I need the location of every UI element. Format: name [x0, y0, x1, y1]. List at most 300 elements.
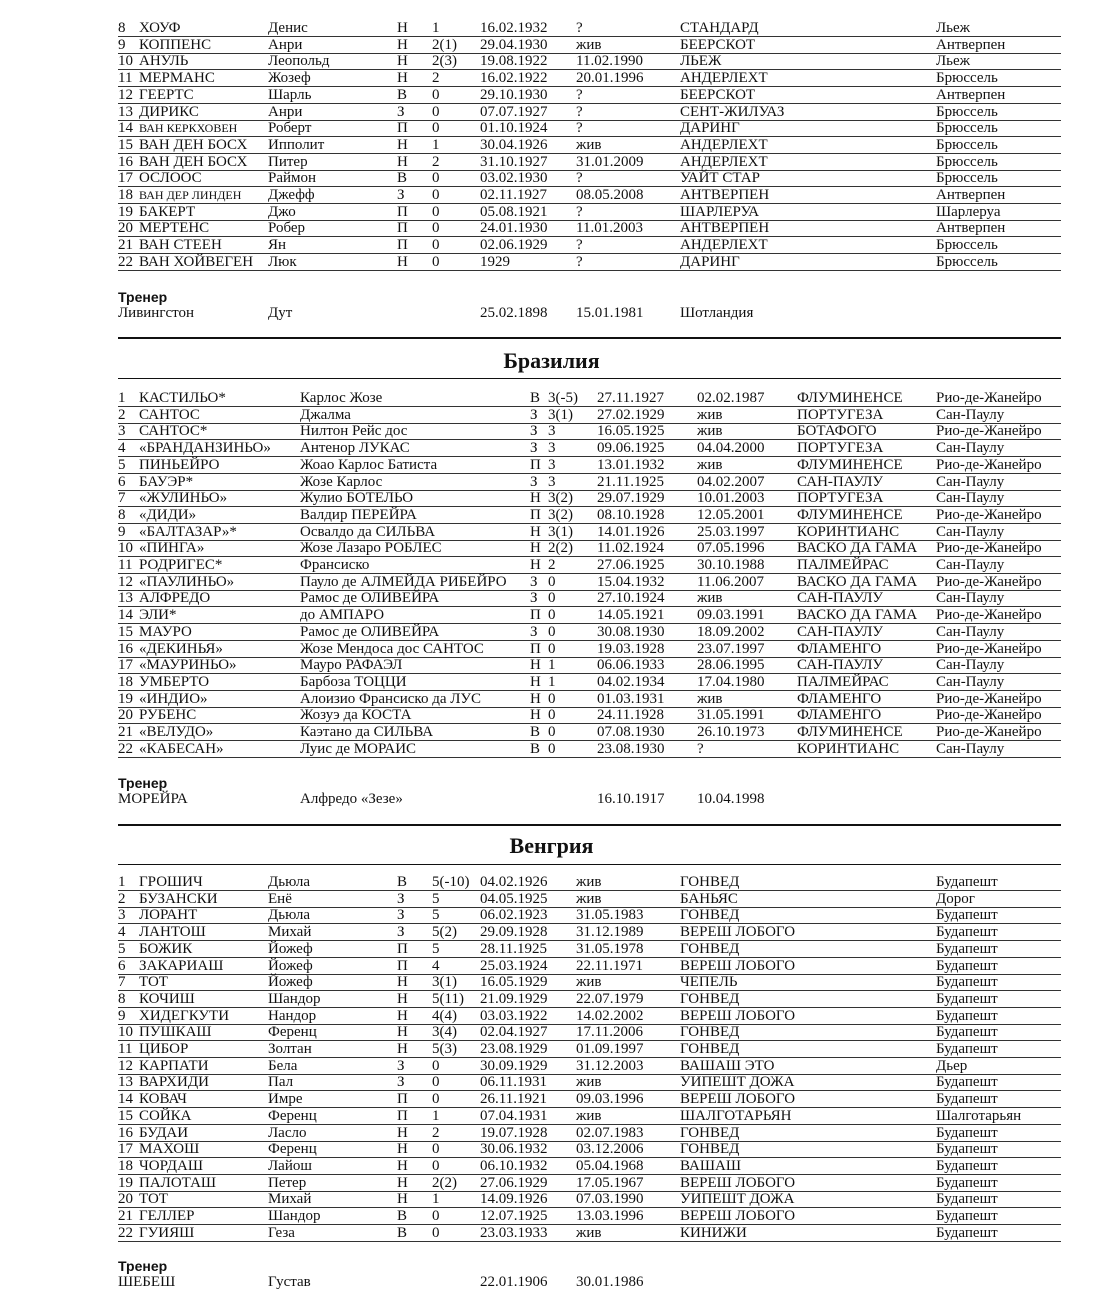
table-row: [0, 1141, 1103, 1158]
cell-born: 13.01.1932: [597, 456, 665, 473]
cell-number: 15: [118, 623, 133, 640]
cell-firstname: Жулио БОТЕЛЬО: [300, 490, 414, 507]
cell-firstname: Жозеф: [268, 70, 311, 87]
cell-surname: РОДРИГЕС*: [139, 557, 223, 573]
cell-number: 3: [118, 423, 126, 440]
cell-games: 0: [432, 253, 440, 270]
cell-born: 27.06.1925: [597, 557, 665, 573]
cell-city: Будапешт: [936, 1007, 998, 1024]
cell-city: Сан-Паулу: [936, 557, 1005, 573]
cell-games: 0: [432, 1224, 440, 1241]
cell-club: АНТВЕРПЕН: [680, 187, 770, 203]
cell-position: Н: [397, 36, 408, 53]
cell-died: 22.11.1971: [576, 957, 643, 974]
table-row: [0, 120, 1103, 137]
cell-number: 17: [118, 170, 133, 187]
cell-games: 2(2): [432, 1174, 457, 1191]
cell-city: Дорог: [936, 890, 975, 907]
table-row: [0, 1125, 1103, 1142]
cell-firstname: Шандор: [268, 1208, 321, 1224]
cell-city: Будапешт: [936, 1074, 998, 1091]
cell-surname: ПИНЬЕЙРО: [139, 456, 220, 473]
cell-born: 04.05.1925: [480, 890, 548, 907]
cell-died: 20.01.1996: [576, 70, 644, 87]
cell-position: В: [397, 86, 408, 103]
cell-born: 16.02.1932: [480, 20, 548, 36]
cell-surname: «ДИДИ»: [139, 506, 197, 523]
cell-club: ШАРЛЕРУА: [680, 203, 760, 220]
cell-position: В: [530, 724, 541, 740]
cell-position: Н: [530, 540, 541, 557]
cell-firstname: Йожеф: [268, 940, 313, 957]
cell-died: 11.01.2003: [576, 220, 643, 237]
cell-born: 29.04.1930: [480, 36, 548, 53]
cell-position: Н: [530, 673, 541, 690]
cell-number: 9: [118, 36, 126, 53]
cell-firstname: Жозе Мендоса дос САНТОС: [300, 640, 484, 657]
cell-games: 0: [548, 640, 556, 657]
cell-surname: ВАН СТЕЕН: [139, 237, 222, 254]
cell-firstname: Питер: [268, 153, 308, 170]
cell-games: 0: [432, 86, 440, 103]
cell-born: 06.06.1933: [597, 657, 665, 674]
cell-club: ФЛАМЕНГО: [797, 690, 882, 707]
cell-died: 31.01.2009: [576, 153, 644, 170]
cell-number: 18: [118, 673, 133, 690]
cell-position: З: [397, 924, 405, 941]
cell-number: 11: [118, 557, 133, 573]
cell-firstname: Имре: [268, 1091, 303, 1108]
cell-club: КИНИЖИ: [680, 1224, 747, 1241]
cell-died: 26.10.1973: [697, 724, 765, 740]
cell-number: 4: [118, 924, 126, 941]
cell-firstname: Жоао Карлос Батиста: [300, 456, 438, 473]
cell-born: 23.08.1930: [597, 740, 665, 757]
cell-died: жив: [576, 1107, 602, 1124]
cell-died: 11.02.1990: [576, 53, 643, 70]
coach-firstname: Алфредо «Зезе»: [300, 791, 403, 807]
cell-city: Рио-де-Жанейро: [936, 640, 1042, 657]
cell-number: 17: [118, 657, 133, 674]
cell-number: 22: [118, 740, 133, 757]
cell-games: 0: [432, 1208, 440, 1224]
table-row: [0, 154, 1103, 171]
cell-position: В: [530, 740, 541, 757]
table-row: [0, 524, 1103, 541]
cell-number: 2: [118, 406, 126, 423]
cell-city: Сан-Паулу: [936, 657, 1005, 674]
cell-position: П: [397, 1107, 408, 1124]
table-row: [0, 1008, 1103, 1025]
cell-born: 14.01.1926: [597, 523, 665, 540]
cell-club: ВЕРЕШ ЛОБОГО: [680, 957, 796, 974]
hungary-coach-label: Тренер: [118, 1258, 168, 1274]
cell-firstname: Жозе Карлос: [300, 473, 383, 490]
cell-city: Рио-де-Жанейро: [936, 573, 1042, 590]
cell-club: СЕНТ-ЖИЛУАЗ: [680, 103, 785, 120]
cell-games: 3(2): [548, 490, 573, 507]
cell-died: ?: [576, 120, 583, 137]
cell-club: ВЕРЕШ ЛОБОГО: [680, 1208, 796, 1224]
cell-born: 29.09.1928: [480, 924, 548, 941]
cell-surname: «ЖУЛИНЬО»: [139, 490, 228, 507]
cell-surname: ГЕЕРТС: [139, 86, 194, 103]
cell-games: 3: [548, 456, 556, 473]
cell-city: Антверпен: [936, 86, 1006, 103]
cell-games: 2(3): [432, 53, 457, 70]
belgium-coach-row: [0, 305, 1103, 323]
table-row: [0, 874, 1103, 891]
cell-number: 9: [118, 1007, 126, 1024]
cell-club: ВАСКО ДА ГАМА: [797, 607, 918, 624]
cell-club: ФЛУМИНЕНСЕ: [797, 390, 903, 406]
cell-firstname: Антенор ЛУКАС: [300, 440, 410, 457]
cell-number: 16: [118, 153, 133, 170]
cell-games: 3(1): [432, 974, 457, 991]
cell-city: Будапешт: [936, 1174, 998, 1191]
table-row: [0, 1225, 1103, 1242]
cell-surname: «ПИНГА»: [139, 540, 205, 557]
cell-games: 5: [432, 907, 440, 924]
cell-surname: ЧОРДАШ: [139, 1157, 203, 1174]
cell-born: 15.04.1932: [597, 573, 665, 590]
cell-died: 07.03.1990: [576, 1191, 644, 1208]
cell-born: 19.08.1922: [480, 53, 548, 70]
cell-club: ГОНВЕД: [680, 990, 740, 1007]
cell-city: Рио-де-Жанейро: [936, 707, 1042, 724]
cell-position: З: [397, 907, 405, 924]
cell-position: З: [397, 1074, 405, 1091]
cell-born: 03.03.1922: [480, 1007, 548, 1024]
cell-games: 4(4): [432, 1007, 457, 1024]
cell-club: ГОНВЕД: [680, 940, 740, 957]
cell-city: Рио-де-Жанейро: [936, 724, 1042, 740]
cell-died: 31.12.1989: [576, 924, 644, 941]
cell-born: 01.10.1924: [480, 120, 548, 137]
cell-position: Н: [530, 657, 541, 674]
cell-position: Н: [397, 1191, 408, 1208]
cell-club: УИПЕШТ ДОЖА: [680, 1074, 795, 1091]
cell-firstname: Джо: [268, 203, 296, 220]
coach-country: Шотландия: [680, 305, 754, 321]
cell-number: 19: [118, 203, 133, 220]
cell-position: П: [397, 237, 408, 254]
cell-position: Н: [530, 490, 541, 507]
cell-surname: ТОТ: [139, 974, 168, 991]
cell-games: 0: [432, 203, 440, 220]
cell-number: 13: [118, 590, 133, 607]
cell-died: 23.07.1997: [697, 640, 765, 657]
cell-born: 1929: [480, 253, 510, 270]
section-separator: [118, 824, 1061, 826]
cell-number: 9: [118, 523, 126, 540]
cell-firstname: Анри: [268, 36, 303, 53]
cell-died: 31.05.1983: [576, 907, 644, 924]
cell-surname: «ВЕЛУДО»: [139, 724, 214, 740]
cell-city: Будапешт: [936, 1208, 998, 1224]
table-row: [0, 1058, 1103, 1075]
cell-position: Н: [397, 253, 408, 270]
cell-position: Н: [397, 153, 408, 170]
cell-city: Брюссель: [936, 103, 998, 120]
cell-surname: «КАБЕСАН»: [139, 740, 224, 757]
cell-died: 25.03.1997: [697, 523, 765, 540]
cell-firstname: Нандор: [268, 1007, 317, 1024]
cell-city: Брюссель: [936, 253, 998, 270]
cell-born: 24.01.1930: [480, 220, 548, 237]
cell-firstname: Ласло: [268, 1124, 307, 1141]
cell-died: ?: [576, 253, 583, 270]
cell-firstname: Леопольд: [268, 53, 330, 70]
cell-games: 2: [432, 70, 440, 87]
cell-surname: ХИДЕГКУТИ: [139, 1007, 230, 1024]
cell-firstname: Петер: [268, 1174, 307, 1191]
cell-surname: МАХОШ: [139, 1141, 200, 1158]
cell-games: 0: [548, 690, 556, 707]
cell-city: Рио-де-Жанейро: [936, 456, 1042, 473]
cell-firstname: Жозуэ да КОСТА: [300, 707, 412, 724]
table-row: [0, 457, 1103, 474]
cell-games: 3(1): [548, 406, 573, 423]
cell-firstname: Ференц: [268, 1107, 317, 1124]
cell-club: ЧЕПЕЛЬ: [680, 974, 738, 991]
cell-born: 02.04.1927: [480, 1024, 548, 1041]
cell-number: 17: [118, 1141, 133, 1158]
table-row: [0, 170, 1103, 187]
cell-surname: УМБЕРТО: [139, 673, 210, 690]
cell-firstname: Йожеф: [268, 974, 313, 991]
cell-city: Будапешт: [936, 990, 998, 1007]
cell-born: 27.06.1929: [480, 1174, 548, 1191]
cell-position: П: [397, 203, 408, 220]
cell-number: 18: [118, 187, 133, 203]
cell-city: Брюссель: [936, 170, 998, 187]
cell-club: ГОНВЕД: [680, 1024, 740, 1041]
cell-position: Н: [397, 974, 408, 991]
cell-died: 04.04.2000: [697, 440, 765, 457]
cell-born: 05.08.1921: [480, 203, 548, 220]
table-row: [0, 540, 1103, 557]
cell-club: ФЛАМЕНГО: [797, 707, 882, 724]
cell-games: 5(-10): [432, 874, 470, 890]
cell-city: Рио-де-Жанейро: [936, 540, 1042, 557]
cell-surname: ПАЛОТАШ: [139, 1174, 217, 1191]
cell-club: БЕЕРСКОТ: [680, 86, 756, 103]
cell-club: ДАРИНГ: [680, 120, 740, 137]
table-row: [0, 37, 1103, 54]
cell-games: 1: [548, 673, 556, 690]
cell-died: ?: [576, 203, 583, 220]
cell-club: ПОРТУГЕЗА: [797, 440, 884, 457]
coach-born: 22.01.1906: [480, 1274, 548, 1290]
cell-city: Антверпен: [936, 220, 1006, 237]
cell-died: ?: [576, 20, 583, 36]
cell-number: 5: [118, 456, 126, 473]
table-row: [0, 53, 1103, 70]
cell-games: 0: [432, 1074, 440, 1091]
cell-position: Н: [397, 20, 408, 36]
cell-born: 30.08.1930: [597, 623, 665, 640]
cell-surname: СОЙКА: [139, 1107, 192, 1124]
cell-firstname: Люк: [268, 253, 297, 270]
cell-city: Дьер: [936, 1057, 968, 1074]
cell-surname: «ИНДИО»: [139, 690, 208, 707]
cell-city: Антверпен: [936, 187, 1006, 203]
cell-games: 2: [432, 1124, 440, 1141]
cell-club: ГОНВЕД: [680, 1041, 740, 1057]
cell-born: 30.09.1929: [480, 1057, 548, 1074]
cell-died: жив: [576, 874, 602, 890]
cell-games: 3(4): [432, 1024, 457, 1041]
cell-number: 6: [118, 957, 126, 974]
table-row: [0, 741, 1103, 758]
cell-firstname: до АМПАРО: [300, 607, 385, 624]
cell-position: П: [397, 120, 408, 137]
cell-position: П: [397, 957, 408, 974]
table-row: [0, 390, 1103, 407]
cell-club: ШАЛГОТАРЬЯН: [680, 1107, 792, 1124]
table-row: [0, 1191, 1103, 1208]
cell-firstname: Луис де МОРАИС: [300, 740, 417, 757]
cell-number: 6: [118, 473, 126, 490]
cell-games: 0: [548, 607, 556, 624]
cell-games: 0: [548, 623, 556, 640]
cell-club: БЕЕРСКОТ: [680, 36, 756, 53]
cell-died: жив: [576, 136, 602, 153]
cell-born: 27.11.1927: [597, 390, 664, 406]
table-row: [0, 657, 1103, 674]
cell-born: 08.10.1928: [597, 506, 665, 523]
cell-number: 5: [118, 940, 126, 957]
cell-surname: КАСТИЛЬО*: [139, 390, 226, 406]
cell-surname: МАУРО: [139, 623, 192, 640]
cell-city: Будапешт: [936, 1157, 998, 1174]
cell-position: В: [397, 170, 408, 187]
table-row: [0, 407, 1103, 424]
cell-firstname: Франсиско: [300, 557, 370, 573]
table-row: [0, 204, 1103, 221]
cell-surname: БОЖИК: [139, 940, 193, 957]
coach-firstname: Густав: [268, 1274, 311, 1290]
cell-died: жив: [576, 1074, 602, 1091]
cell-club: ПАЛМЕЙРАС: [797, 673, 889, 690]
cell-died: жив: [697, 590, 723, 607]
cell-games: 0: [548, 590, 556, 607]
cell-city: Будапешт: [936, 1041, 998, 1057]
cell-position: П: [397, 940, 408, 957]
cell-surname: БАУЭР*: [139, 473, 194, 490]
cell-born: 02.06.1929: [480, 237, 548, 254]
cell-number: 1: [118, 390, 126, 406]
cell-city: Рио-де-Жанейро: [936, 690, 1042, 707]
cell-died: 08.05.2008: [576, 187, 644, 203]
table-row: [0, 607, 1103, 624]
cell-born: 12.07.1925: [480, 1208, 548, 1224]
row-rule: [118, 270, 1061, 271]
cell-born: 16.02.1922: [480, 70, 548, 87]
cell-position: Н: [397, 1124, 408, 1141]
cell-number: 8: [118, 506, 126, 523]
table-row: [0, 674, 1103, 691]
cell-number: 7: [118, 974, 126, 991]
cell-club: АНТВЕРПЕН: [680, 220, 770, 237]
cell-games: 4: [432, 957, 440, 974]
cell-surname: ВАН ДЕР ЛИНДЕН: [139, 188, 242, 202]
cell-number: 12: [118, 1057, 133, 1074]
cell-games: 5: [432, 940, 440, 957]
cell-club: ГОНВЕД: [680, 907, 740, 924]
cell-club: ПАЛМЕЙРАС: [797, 557, 889, 573]
cell-died: 09.03.1991: [697, 607, 765, 624]
cell-died: 07.05.1996: [697, 540, 765, 557]
cell-died: жив: [697, 690, 723, 707]
cell-born: 04.02.1926: [480, 874, 548, 890]
brazil-coach-label: Тренер: [118, 775, 168, 791]
cell-surname: ЛАНТОШ: [139, 924, 206, 941]
coach-surname: МОРЕЙРА: [118, 791, 188, 807]
table-row: [0, 87, 1103, 104]
cell-city: Брюссель: [936, 237, 998, 254]
cell-surname: «БАЛТАЗАР»*: [139, 523, 237, 540]
cell-games: 0: [432, 1091, 440, 1108]
cell-born: 01.03.1931: [597, 690, 665, 707]
table-row: [0, 974, 1103, 991]
cell-surname: ВАН КЕРКХОВЕН: [139, 121, 238, 136]
cell-died: ?: [576, 237, 583, 254]
cell-position: П: [530, 506, 541, 523]
cell-position: Н: [397, 1141, 408, 1158]
cell-city: Рио-де-Жанейро: [936, 506, 1042, 523]
cell-died: ?: [697, 740, 704, 757]
table-row: [0, 507, 1103, 524]
cell-club: ПОРТУГЕЗА: [797, 406, 884, 423]
cell-number: 21: [118, 1208, 133, 1224]
cell-games: 2(2): [548, 540, 573, 557]
cell-number: 10: [118, 540, 133, 557]
cell-firstname: Шандор: [268, 990, 321, 1007]
cell-position: В: [397, 1224, 408, 1241]
cell-firstname: Робер: [268, 220, 306, 237]
cell-position: Н: [397, 1007, 408, 1024]
cell-firstname: Дьюла: [268, 874, 311, 890]
table-row: [0, 254, 1103, 271]
cell-firstname: Анри: [268, 103, 303, 120]
table-row: [0, 137, 1103, 154]
table-row: [0, 924, 1103, 941]
cell-surname: РУБЕНС: [139, 707, 197, 724]
cell-firstname: Лайош: [268, 1157, 312, 1174]
coach-born: 16.10.1917: [597, 791, 665, 807]
cell-city: Сан-Паулу: [936, 740, 1005, 757]
cell-club: КОРИНТИАНС: [797, 740, 900, 757]
cell-city: Рио-де-Жанейро: [936, 607, 1042, 624]
cell-club: ВАСКО ДА ГАМА: [797, 573, 918, 590]
cell-club: ВЕРЕШ ЛОБОГО: [680, 1174, 796, 1191]
cell-city: Будапешт: [936, 874, 998, 890]
cell-firstname: Пал: [268, 1074, 294, 1091]
cell-born: 07.07.1927: [480, 103, 548, 120]
cell-died: 18.09.2002: [697, 623, 765, 640]
cell-club: СТАНДАРД: [680, 20, 759, 36]
cell-surname: БУЗАНСКИ: [139, 890, 218, 907]
cell-died: 30.10.1988: [697, 557, 765, 573]
cell-city: Шалготарьян: [936, 1107, 1022, 1124]
hungary-coach-row: [0, 1274, 1103, 1292]
cell-firstname: Ференц: [268, 1024, 317, 1041]
cell-firstname: Алоизио Франсиско да ЛУС: [300, 690, 482, 707]
cell-city: Будапешт: [936, 1224, 998, 1241]
cell-games: 2: [432, 153, 440, 170]
